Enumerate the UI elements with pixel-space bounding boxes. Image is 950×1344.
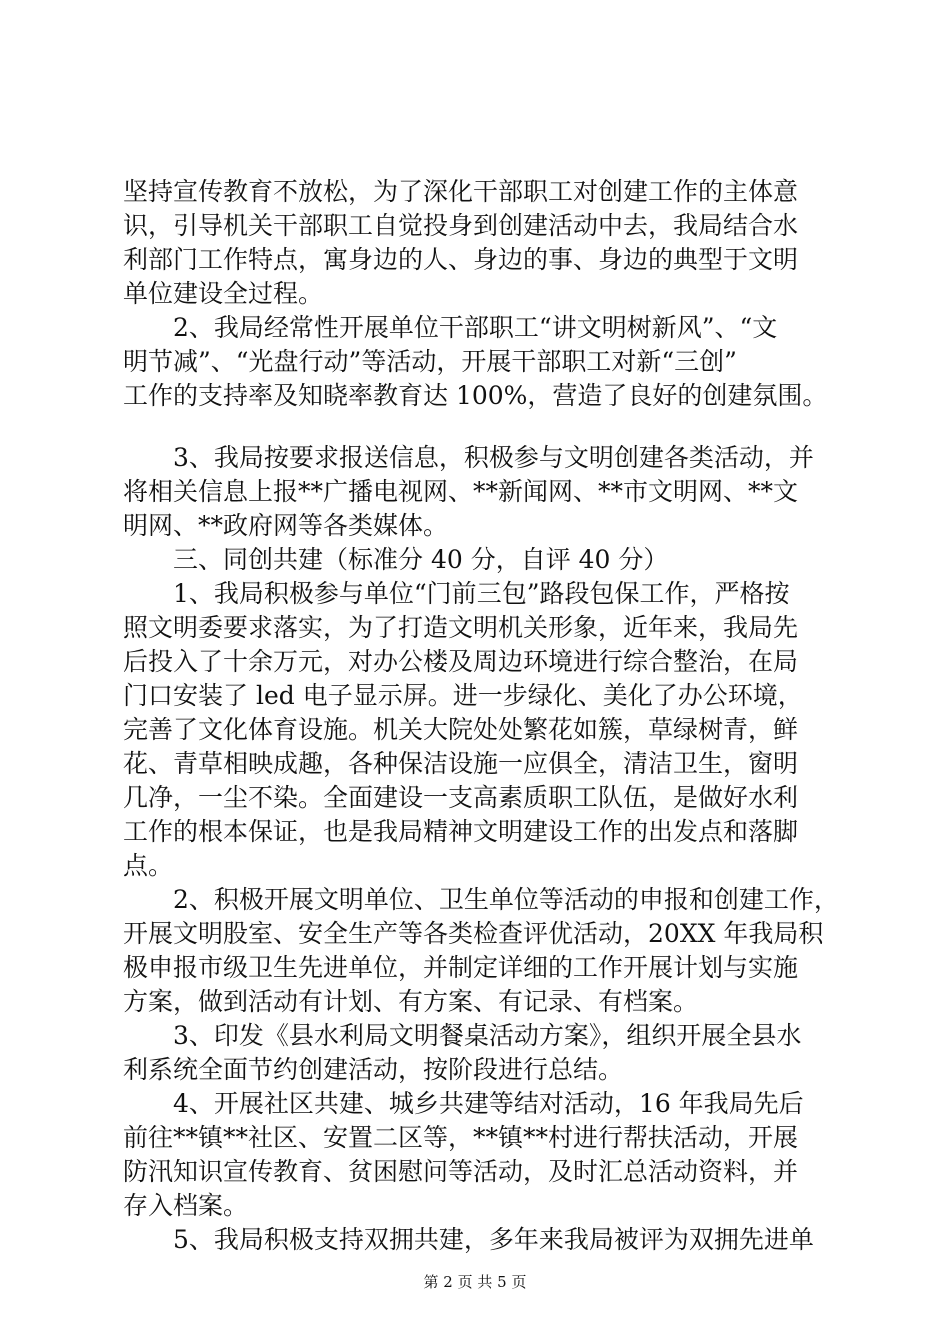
paragraph-line: 门口安装了 led 电子显示屏。进一步绿化、美化了办公环境， <box>123 681 803 710</box>
paragraph-line: 防汛知识宣传教育、贫困慰问等活动，及时汇总活动资料，并 <box>123 1157 799 1186</box>
paragraph-line: 3、印发《县水利局文明餐桌活动方案》，组织开展全县水 <box>173 1021 802 1050</box>
paragraph-line: 完善了文化体育设施。机关大院处处繁花如簇，草绿树青，鲜 <box>123 715 799 744</box>
paragraph-line: 开展文明股室、安全生产等各类检查评优活动，20XX 年我局积 <box>123 919 824 948</box>
paragraph-line: 2、积极开展文明单位、卫生单位等活动的申报和创建工作， <box>173 885 839 914</box>
paragraph-line: 明网、**政府网等各类媒体。 <box>123 511 449 540</box>
paragraph-line: 工作的根本保证，也是我局精神文明建设工作的出发点和落脚 <box>123 817 799 846</box>
paragraph-line: 后投入了十余万元，对办公楼及周边环境进行综合整治，在局 <box>123 647 799 676</box>
paragraph-line: 利部门工作特点，寓身边的人、身边的事、身边的典型于文明 <box>123 245 799 274</box>
paragraph-line: 点。 <box>123 851 174 880</box>
paragraph-line: 将相关信息上报**广播电视网、**新闻网、**市文明网、**文 <box>123 477 799 506</box>
page-footer: 第 2 页 共 5 页 <box>423 1273 527 1291</box>
paragraph-line: 1、我局积极参与单位“门前三包”路段包保工作，严格按 <box>173 579 790 608</box>
paragraph-line: 前往**镇**社区、安置二区等，**镇**村进行帮扶活动，开展 <box>123 1123 799 1152</box>
paragraph-line: 识，引导机关干部职工自觉投身到创建活动中去，我局结合水 <box>123 211 799 240</box>
paragraph-line: 照文明委要求落实，为了打造文明机关形象，近年来，我局先 <box>123 613 799 642</box>
paragraph-line: 2、我局经常性开展单位干部职工“讲文明树新风”、“文 <box>173 313 778 342</box>
paragraph-line: 明节减”、“光盘行动”等活动，开展干部职工对新“三创” <box>123 347 737 376</box>
paragraph-line: 利系统全面节约创建活动，按阶段进行总结。 <box>123 1055 624 1084</box>
paragraph-line: 3、我局按要求报送信息，积极参与文明创建各类活动，并 <box>173 443 814 472</box>
paragraph-line: 极申报市级卫生先进单位，并制定详细的工作开展计划与实施 <box>123 953 799 982</box>
paragraph-line: 几净，一尘不染。全面建设一支高素质职工队伍，是做好水利 <box>123 783 799 812</box>
section-heading: 三、同创共建（标准分 40 分，自评 40 分） <box>173 545 669 574</box>
paragraph-line: 存入档案。 <box>123 1191 249 1220</box>
paragraph-line: 花、青草相映成趣，各种保洁设施一应俱全，清洁卫生，窗明 <box>123 749 799 778</box>
paragraph-line: 方案，做到活动有计划、有方案、有记录、有档案。 <box>123 987 699 1016</box>
paragraph-line: 工作的支持率及知晓率教育达 100%，营造了良好的创建氛围。 <box>123 381 828 410</box>
paragraph-line: 5、我局积极支持双拥共建，多年来我局被评为双拥先进单 <box>173 1225 814 1254</box>
paragraph-line: 单位建设全过程。 <box>123 279 324 308</box>
paragraph-line: 坚持宣传教育不放松，为了深化干部职工对创建工作的主体意 <box>123 177 799 206</box>
paragraph-line: 4、开展社区共建、城乡共建等结对活动，16 年我局先后 <box>173 1089 804 1118</box>
